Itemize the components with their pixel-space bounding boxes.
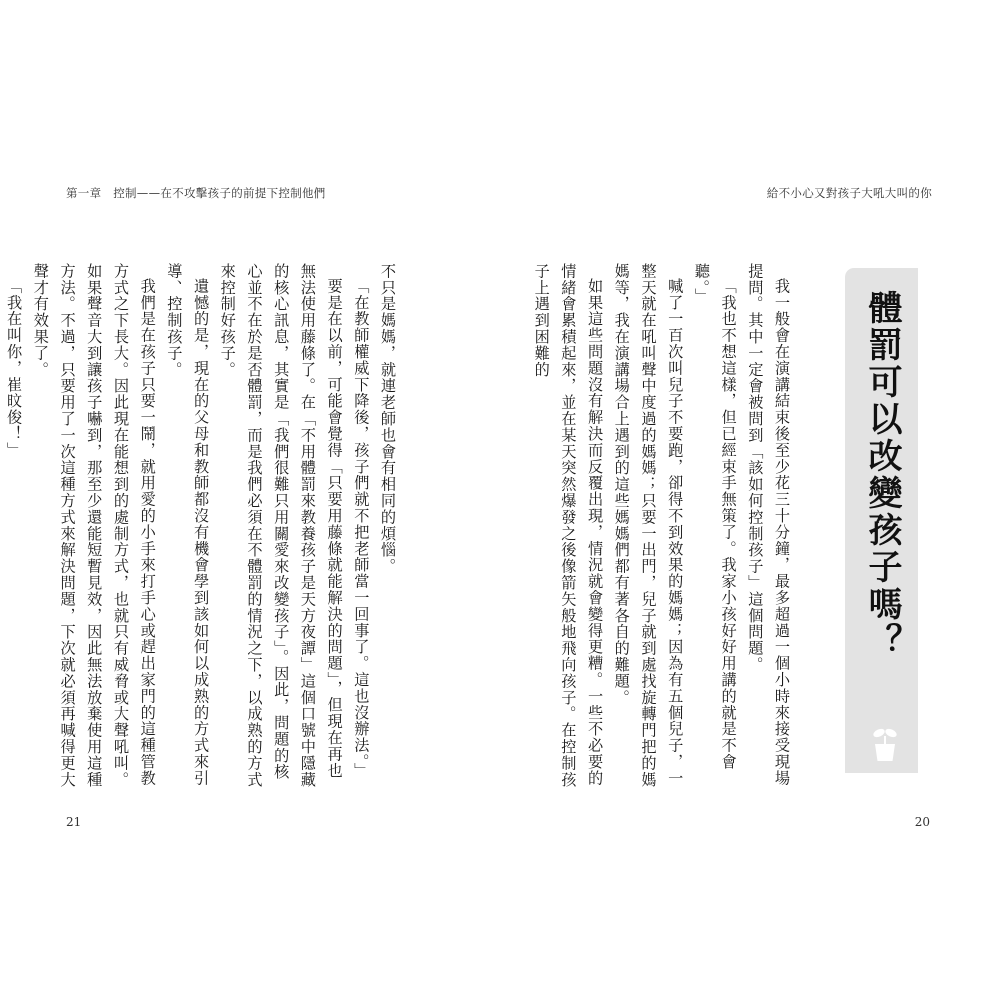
right-page-body (532, 263, 795, 788)
section-title: 體罰可以改變孩子嗎？ (862, 290, 902, 660)
left-paragraph-1: 不只是媽媽，就連老師也會有相同的煩惱。 (379, 263, 397, 575)
right-page-number: 20 (914, 815, 930, 829)
left-paragraph-5: 我們是在孩子只要一鬧，就用愛的小手來打手心或趕出家門的這種管教方式之下長大。因此現在能想到的處制方式，也就只有威脅或大聲吼叫。如果聲音大到讓孩子嚇到，那至少還能短暫見效，因此無法放棄使用這種方法。不過，只要用了一次這種方式來解決問題，下次就必須再喊得更大聲才有效果了。 (31, 263, 157, 788)
left-paragraph-3: 要是在以前，可能會覺得「只要用藤條就能解決的問題」，但現在再也無法使用藤條了。在「不用體罰來教養孩子是天方夜譚」這個口號中隱藏的核心訊息，其實是「我們很難只用關愛來改變孩子」。因此，問題的核心並不在於是否體罰，而是我們必須在不體罰的情況之下，以成熟的方式來控制好孩子。 (218, 263, 344, 788)
left-page-running-header: 第一章 控制——在不攻擊孩子的前提下控制他們 (66, 186, 326, 200)
sprout-in-pot-icon (870, 723, 900, 763)
right-paragraph-4: 如果這些問題沒有解決而反覆出現，情況就會變得更糟。一些不必要的情緒會累積起來，並在某天突然爆發之後像箭矢般地飛向孩子。在控制孩子上遇到困難的 (532, 263, 605, 788)
right-paragraph-3: 喊了一百次叫兒子不要跑，卻得不到效果的媽媽；因為有五個兒子，一整天就在吼叫聲中度過的媽媽；只要一出門，兒子就到處找旋轉門把的媽媽等，我在演講場合上遇到的這些媽媽們都有著各自的難題。 (612, 263, 685, 788)
left-page-number: 21 (66, 815, 82, 829)
left-paragraph-4: 遺憾的是，現在的父母和教師都沒有機會學到該如何以成熟的方式來引導、控制孩子。 (165, 263, 211, 787)
left-paragraph-6: 「我在叫你，崔旼俊！」 (5, 278, 24, 459)
right-page-running-header: 給不小心又對孩子大吼大叫的你 (766, 186, 932, 200)
left-paragraph-2: 「在教師權威下降後，孩子們就不把老師當一回事了。這也沒辦法。」 (352, 278, 371, 779)
left-page-body (5, 263, 401, 788)
section-title-panel (845, 268, 918, 773)
right-paragraph-1: 我一般會在演講結束後至少花三十分鐘，最多超過一個小時來接受現場提問。其中一定會被問到「該如何控制孩子」這個問題。 (746, 263, 791, 787)
right-paragraph-2: 「我也不想這樣，但已經束手無策了。我家小孩好好用講的就是不會聽。」 (692, 263, 738, 771)
